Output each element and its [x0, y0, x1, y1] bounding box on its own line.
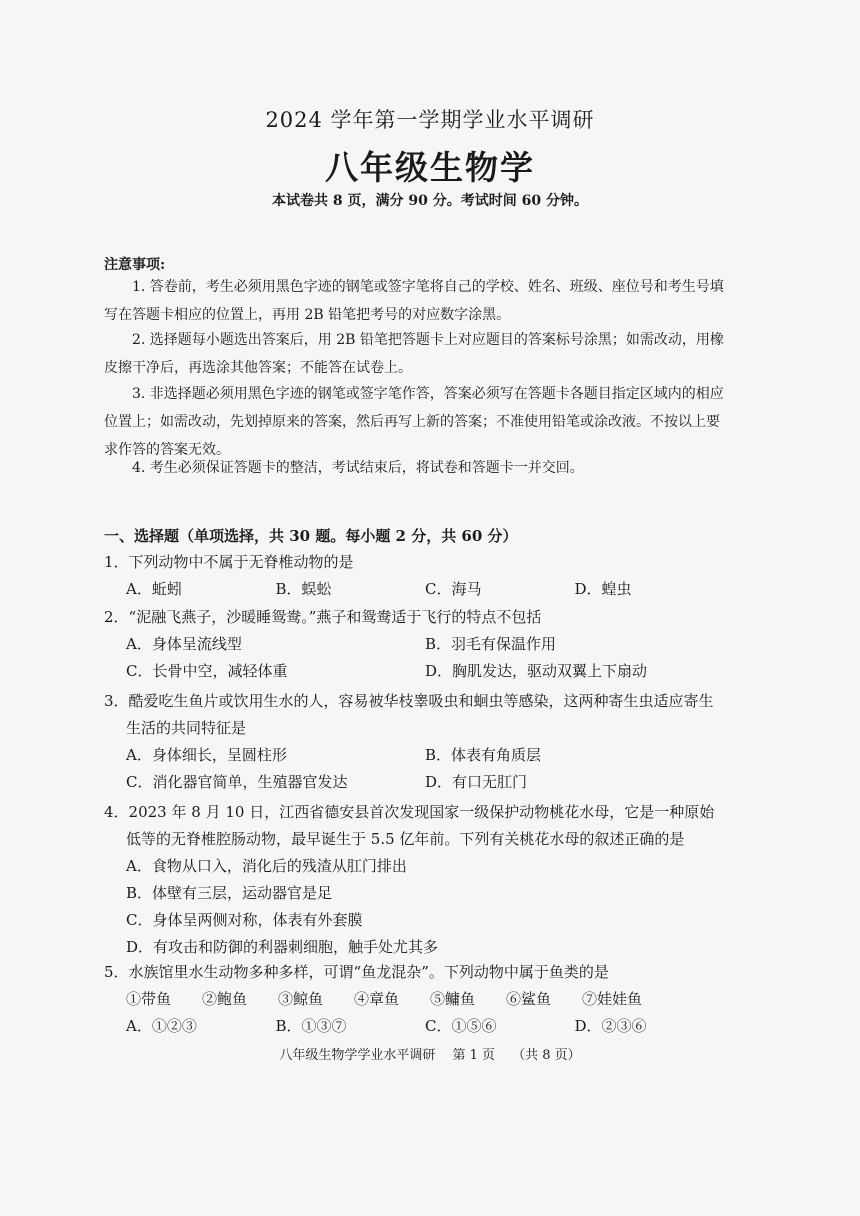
- exam-subtitle: 本试卷共 8 页，满分 90 分。考试时间 60 分钟。: [272, 193, 588, 209]
- option-d: D．有攻击和防御的利器刺细胞，触手处尤其多: [126, 938, 439, 956]
- animal-item: ⑦娃娃鱼: [582, 990, 643, 1008]
- option-b: B．体壁有三层，运动器官是足: [126, 884, 333, 902]
- question-1: [104, 549, 724, 603]
- question-3: [104, 688, 724, 796]
- note-item-2: 2. 选择题每小题选出答案后，用 2B 铅笔把答题卡上对应题目的答案标号涂黑；如需改动，用橡皮擦干净后，再选涂其他答案；不能答在试卷上。: [104, 332, 724, 376]
- animal-item: ④章鱼: [354, 990, 400, 1008]
- option-b: B．羽毛有保温作用: [425, 635, 557, 653]
- question-stem: 2．“泥融飞燕子，沙暖睡鸳鸯。”燕子和鸳鸯适于飞行的特点不包括: [104, 608, 542, 626]
- option-b: B．①③⑦: [275, 1017, 347, 1035]
- notes-heading: 注意事项:: [104, 257, 166, 273]
- question-4: [104, 799, 724, 961]
- question-stem: 1．下列动物中不属于无脊椎动物的是: [104, 553, 354, 571]
- option-c: C．身体呈两侧对称，体表有外套膜: [126, 911, 363, 929]
- question-2: [104, 604, 724, 685]
- question-stem: 5．水族馆里水生动物多种多样，可谓“鱼龙混杂”。下列动物中属于鱼类的是: [104, 963, 609, 981]
- page-footer: 八年级生物学学业水平调研 第 1 页 （共 8 页）: [279, 1048, 581, 1063]
- note-item-3: 3. 非选择题必须用黑色字迹的钢笔或签字笔作答，答案必须写在答题卡各题目指定区域内的相应位置上；如需改动，先划掉原来的答案，然后再写上新的答案；不准使用铅笔或涂改液。不按以上要求作答的答案无效。: [104, 386, 724, 458]
- page-title: 八年级生物学: [325, 148, 535, 187]
- note-item-4: 4. 考生必须保证答题卡的整洁，考试结束后，将试卷和答题卡一并交回。: [132, 460, 584, 476]
- option-d: D．胸肌发达，驱动双翼上下扇动: [425, 662, 648, 680]
- option-a: A．身体呈流线型: [126, 635, 242, 653]
- option-c: C．长骨中空，减轻体重: [126, 662, 288, 680]
- options-row: [104, 576, 724, 603]
- option-c: C．海马: [425, 580, 482, 598]
- option-a: A．食物从口入，消化后的残渣从肛门排出: [126, 857, 407, 875]
- question-stem: 4．2023 年 8 月 10 日，江西省德安县首次发现国家一级保护动物桃花水母，它是一种原始低等的无脊椎腔肠动物，最早诞生于 5.5 亿年前。下列有关桃花水母的叙述正确的是: [104, 803, 715, 848]
- option-a: A．蚯蚓: [126, 580, 182, 598]
- option-c: C．消化器官简单，生殖器官发达: [126, 773, 348, 791]
- option-d: D．蝗虫: [574, 580, 632, 598]
- option-d: D．②③⑥: [574, 1017, 647, 1035]
- options-row: [104, 1013, 724, 1040]
- options-row: [104, 658, 724, 685]
- exam-header-line: 2024 学年第一学期学业水平调研: [265, 108, 595, 132]
- animal-item: ③鲸鱼: [278, 990, 324, 1008]
- options-row: [104, 742, 724, 769]
- question-stem: 3．酷爱吃生鱼片或饮用生水的人，容易被华枝睾吸虫和蛔虫等感染，这两种寄生虫适应寄生生活的共同特征是: [104, 692, 714, 737]
- option-c: C．①⑤⑥: [425, 1017, 497, 1035]
- animal-list: [104, 986, 724, 1013]
- question-5: [104, 959, 724, 1040]
- note-item-1: 1. 答卷前，考生必须用黑色字迹的钢笔或签字笔将自己的学校、姓名、班级、座位号和考生号填写在答题卡相应的位置上，再用 2B 铅笔把考号的对应数字涂黑。: [104, 279, 724, 323]
- options-row: [104, 769, 724, 796]
- animal-item: ⑥鲨鱼: [506, 990, 552, 1008]
- animal-item: ①带鱼: [126, 990, 172, 1008]
- options-row: [104, 631, 724, 658]
- animal-item: ②鲍鱼: [202, 990, 248, 1008]
- animal-item: ⑤鳙鱼: [430, 990, 476, 1008]
- option-b: B．体表有角质层: [425, 746, 542, 764]
- section-heading: 一、选择题（单项选择，共 30 题。每小题 2 分，共 60 分）: [104, 527, 518, 545]
- option-a: A．①②③: [126, 1017, 197, 1035]
- option-d: D．有口无肛门: [425, 773, 528, 791]
- option-a: A．身体细长，呈圆柱形: [126, 746, 287, 764]
- option-b: B．蜈蚣: [275, 580, 332, 598]
